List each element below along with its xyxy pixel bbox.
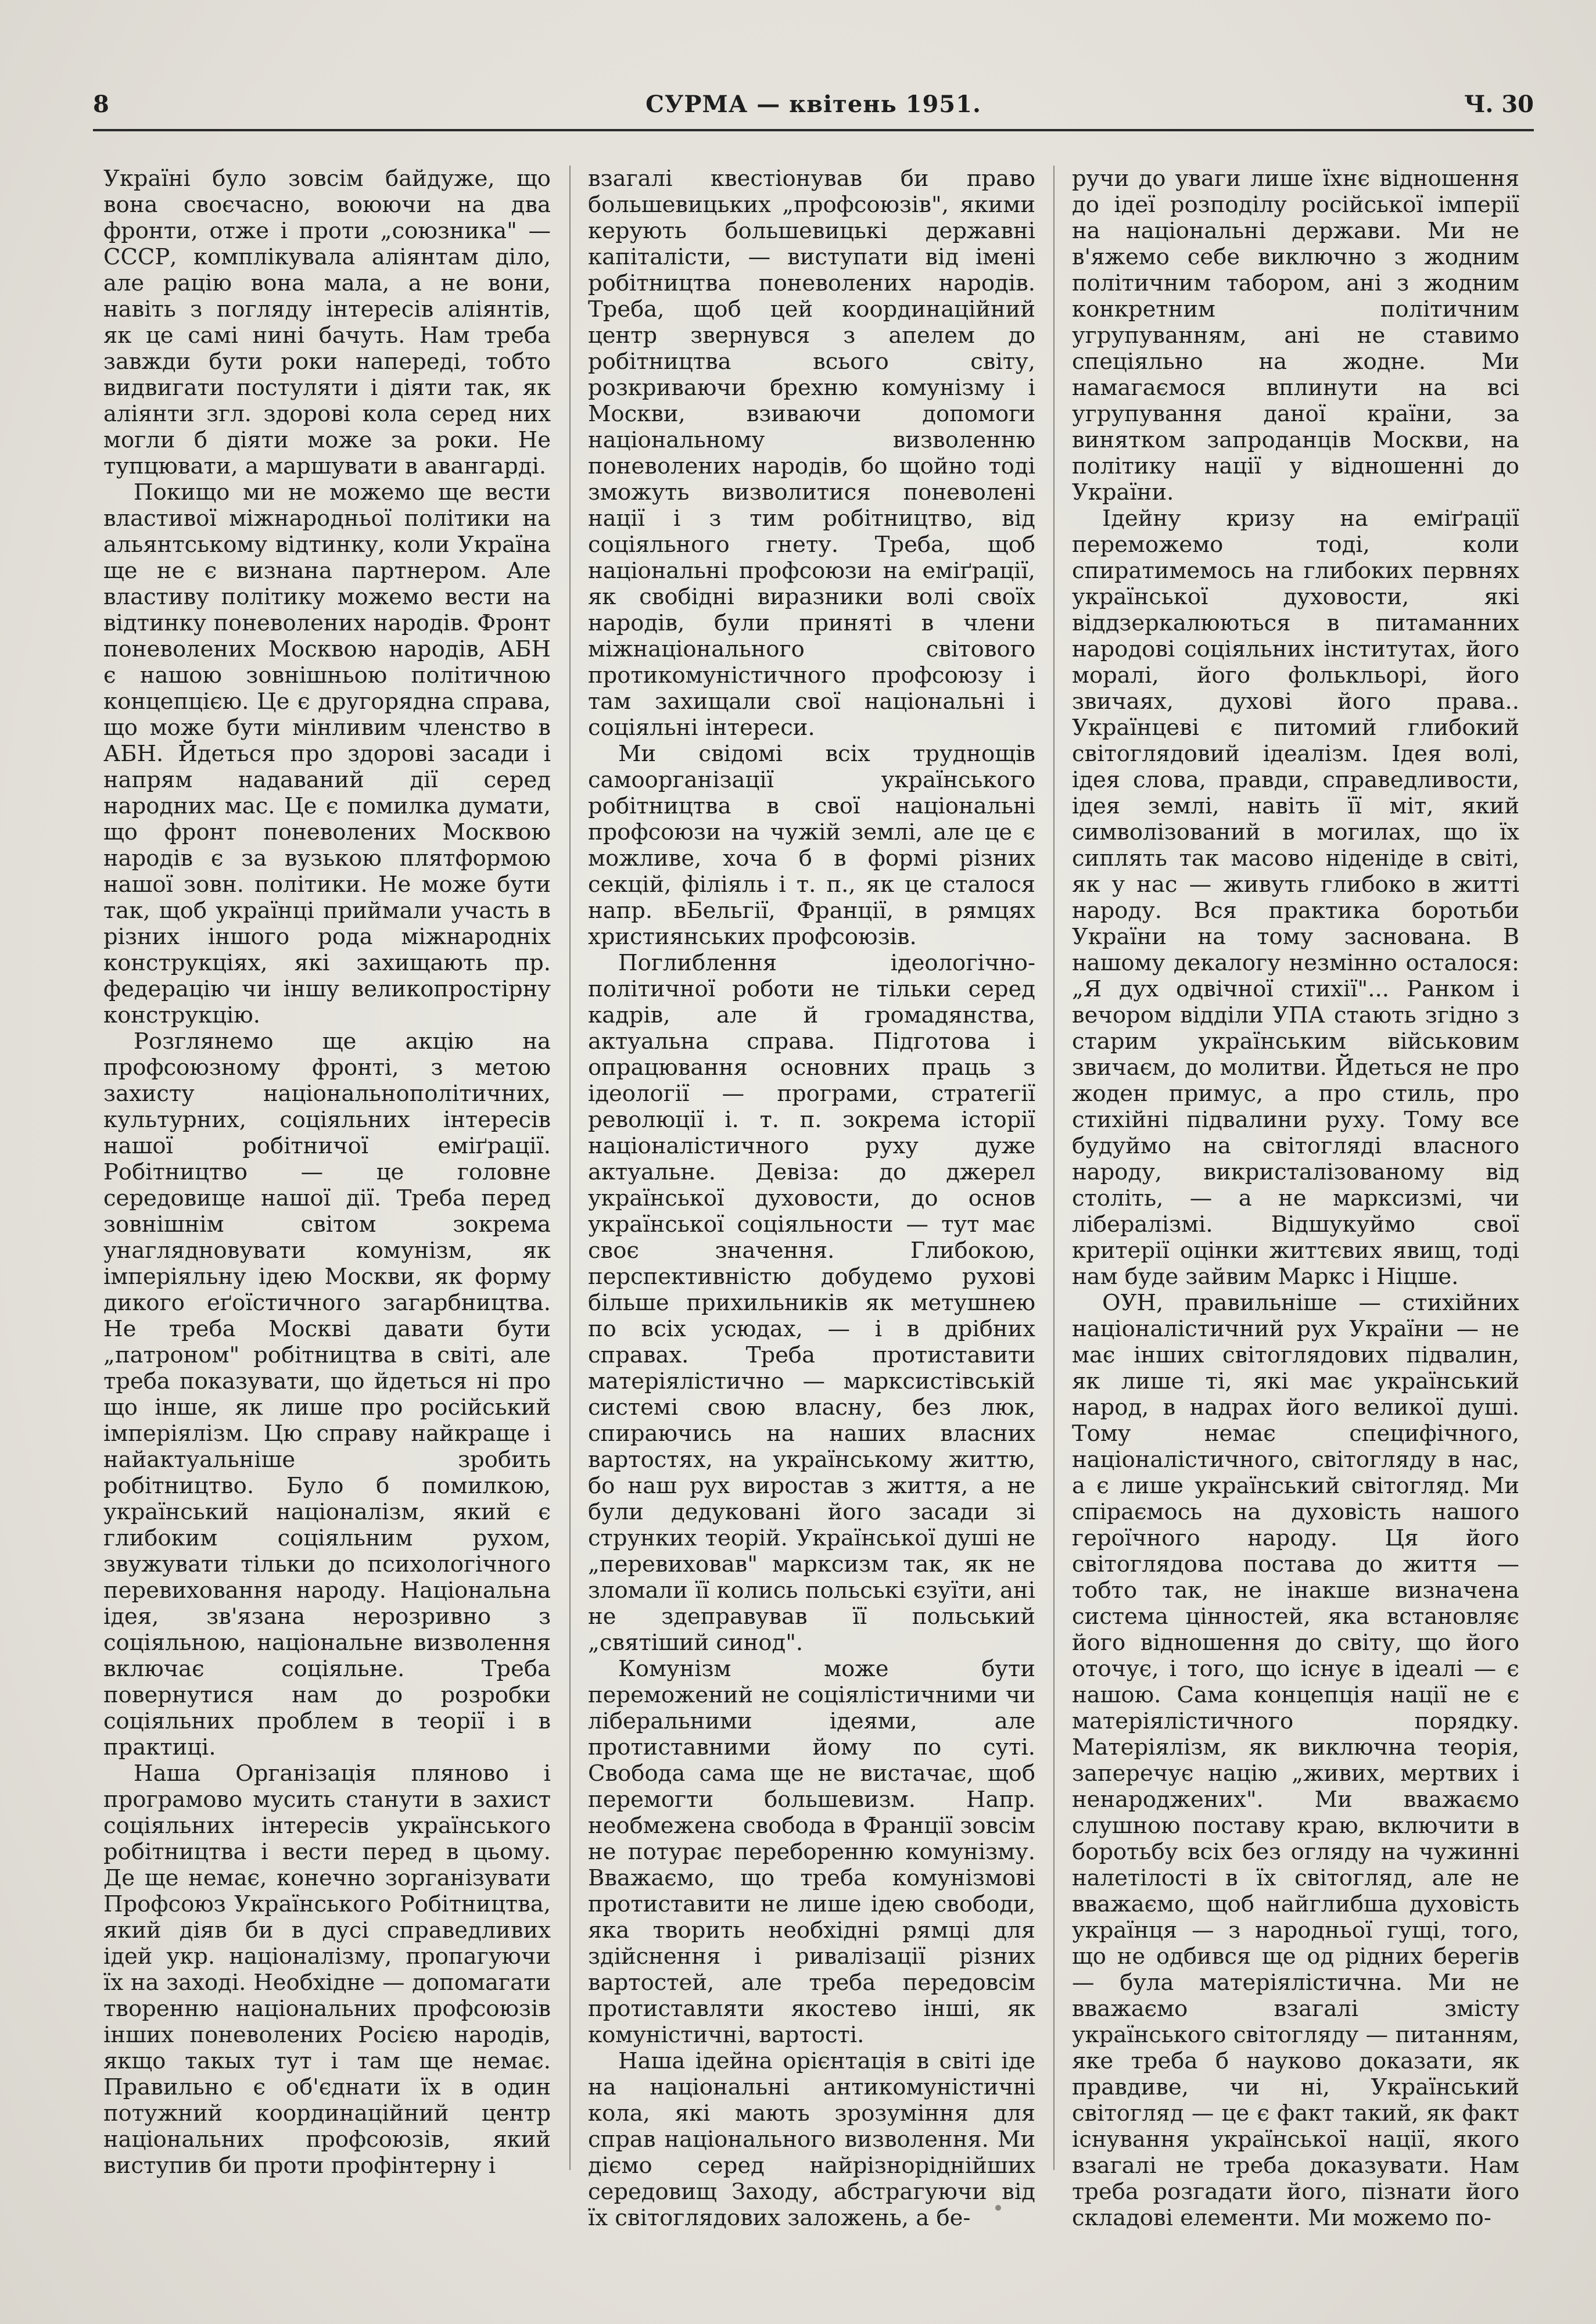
text-column-middle [588,166,1035,2231]
paragraph: Наша ідейна орієнтація в світі іде на національні антикомуністичні кола, які мають зрозуміння для справ національного визволення. Ми діємо серед найрізноріднійших середовищ Заходу, абстрагуючи від їх світоглядових заложень, а бе- [588,2048,1035,2231]
text-column-right [1072,166,1519,2231]
paragraph: Україні було зовсім байдуже, що вона своєчасно, воюючи на два фронти, отже і проти „союзника" — СССР, комплікувала аліянтам діло, але рацію вона мала, а не вони, навіть з погляду інтересів аліянтів, як це самі нині бачуть. Нам треба завжди бути роки напереді, тобто видвигати постуляти і діяти так, як аліянти згл. здорові кола серед них могли б діяти може за роки. Не тупцювати, а маршувати в авангарді. [103,166,551,479]
issue-number: Ч. 30 [1464,91,1534,118]
page-number: 8 [93,91,109,118]
paragraph: ручи до уваги лише їхнє відношення до ідеї розподілу російської імперії на національні держави. Ми не в'яжемо себе виключно з жодним політичним табором, ані з жодним конкретним політичним угрупуванням, ані не ставимо спеціяльно на жодне. Ми намагаємося вплинути на всі угрупування даної країни, за винятком запроданців Москви, на політику нації у відношенні до України. [1072,166,1519,505]
page-header [93,87,1534,122]
header-rule [93,129,1534,131]
paragraph: взагалі квестіонував би право большевицьких „профсоюзів", якими керують большевицькі державні капіталісти, — виступати від імені робітництва поневолених народів. Треба, щоб цей координаційний центр звернувся з апелем до робітництва всього світу, розкриваючи брехню комунізму і Москви, взиваючи допомоги національному визволенню поневолених народів, бо щойно тоді зможуть визволитися поневолені нації і з тим робітництво, від соціяльного гнету. Треба, щоб національні профсоюзи на еміґрації, як свобідні виразники волі своїх народів, були приняті в члени міжнаціонального світового протикомуністичного профсоюзу і там захищали свої національні і соціяльні інтереси. [588,166,1035,741]
paragraph: Наша Організація пляново і програмово мусить станути в захист соціяльних інтересів українського робітництва і вести перед в цьому. Де ще немає, конечно зорганізувати Профсоюз Українського Робітництва, який діяв би в дусі справедливих ідей укр. націоналізму, пропагуючи їх на заході. Необхідне — допомагати творенню національних профсоюзів інших поневолених Росією народів, якщо такых тут і там ще немає. Правильно є об'єднати їх в один потужний координаційний центр національних профсоюзів, який виступив би проти профінтерну і [103,1760,551,2179]
paragraph: Ідейну кризу на еміґрації переможемо тоді, коли спиратимемось на глибоких первнях української духовости, які віддзеркалюються в питаманних народові соціяльних інститутах, його моралі, його фолькльорі, його звичаях, духові його права.. Українцеві є питомий глибокий світоглядовий ідеалізм. Ідея волі, ідея слова, правди, справедливости, ідея землі, навіть її міт, який символізований в могилах, що їх сиплять так масово ніденіде в світі, як у нас — живуть глибоко в житті народу. Вся практика боротьби України на тому заснована. В нашому декалогу незмінно осталося: „Я дух одвічної стихії"... Ранком і вечором відділи УПА стають згідно з старим українським військовим звичаєм, до молитви. Йдеться не про жоден примус, а про стиль, про стихійні підвалини руху. Тому все будуймо на світогляді власного народу, викристалізованому від століть, — а не марксизмі, чи лібералізмі. Відшукуймо свої критерії оцінки життєвих явищ, тоді нам буде зайвим Маркс і Ніцше. [1072,505,1519,1290]
paragraph: Розглянемо ще акцію на профсоюзному фронті, з метою захисту національнополітичних, культурних, соціяльних інтересів нашої робітничої еміґрації. Робітництво — це головне середовище нашої дії. Треба перед зовнішнім світом зокрема унаглядновувати комунізм, як імперіяльну ідею Москви, як форму дикого еґоїстичного загарбництва. Не треба Москві давати бути „патроном" робітництва в світі, але треба показувати, що йдеться ні про що інше, як лише про російський імперіялізм. Цю справу найкраще і найактуальніше зробить робітництво. Було б помилкою, український націоналізм, який є глибоким соціяльним рухом, звужувати тільки до психологічного перевиховання народу. Національна ідея, зв'язана нерозривно з соціяльною, національне визволення включає соціяльне. Треба повернутися нам до розробки соціяльних проблем в теорії і в практиці. [103,1028,551,1760]
print-speck [995,2205,1001,2211]
paragraph: Покищо ми не можемо ще вести властивої міжнародньої політики на альянтському відтинку, коли Україна ще не є визнана партнером. Але властиву політику можемо вести на відтинку поневолених народів. Фронт поневолених Москвою народів, АБН є нашою зовнішньою політичною концепцією. Це є другорядна справа, що може бути мінливим членство в АБН. Йдеться про здорові засади і напрям надаваний дії серед народних мас. Це є помилка думати, що фронт поневолених Москвою народів є за вузькою плятформою нашої зовн. політики. Не може бути так, щоб українці приймали участь в різних іншого рода міжнародніх конструкціях, які захищають пр. федерацію чи іншу великопростірну конструкцію. [103,479,551,1028]
column-divider [569,166,571,2170]
column-divider [1053,166,1055,2170]
paragraph: Ми свідомі всіх труднощів самоорганізації українського робітництва в свої національні профсоюзи на чужій землі, але це є можливе, хоча б в формі різних секцій, філіяль і т. п., як це сталося напр. вБельгії, Франції, в рямцях християнських профсоюзів. [588,741,1035,950]
paragraph: Поглиблення ідеологічно-політичної роботи не тільки серед кадрів, але й громадянства, актуальна справа. Підготова і опрацювання основних праць з ідеології — програми, стратегії революції і. т. п. зокрема історії націоналістичного руху дуже актуальне. Девіза: до джерел української духовости, до основ української соціяльности — тут має своє значення. Глибокою, перспективністю добудемо рухові більше прихильників як метушнею по всіх усюдах, — і в дрібних справах. Треба протиставити матеріялістично — марксистівській системі свою власну, без люк, спираючись на наших власних вартостях, на українському життю, бо наш рух виростав з життя, а не були дедуковані його засади зі струнких теорій. Української душі не „перевиховав" марксизм так, як не зломали її колись польські єзуїти, ані не здеправував її польський „святіший синод". [588,950,1035,1656]
header-title: СУРМА — квітень 1951. [645,91,981,118]
paragraph: ОУН, правильніше — стихійних націоналістичний рух України — не має інших світоглядових підвалин, як лише ті, які має український народ, в надрах його великої душі. Тому немає специфічного, націоналістичного, світогляду в нас, а є лише український світогляд. Ми спіраємось на духовість нашого героїчного народу. Ця його світоглядова постава до життя — тобто так, не інакше визначена система цінностей, яка встановляє його відношення до світу, що його оточує, і того, що існує в ідеалі — є нашою. Сама концепція нації не є матеріялістичного порядку. Матеріялізм, як виключна теорія, заперечує націю „живих, мертвих і ненароджених". Ми вважаємо слушною поставу краю, включити в боротьбу всіх без огляду на чужинні налетілості в їх світогляд, але не вважаємо, щоб найглибша духовість українця — з народньої гущі, того, що не одбився ще од рідних берегів — була матеріялістична. Ми не вважаємо взагалі змісту українського світогляду — питанням, яке треба б науково доказати, як правдиве, чи ні, Український світогляд — це є факт такий, як факт існування української нації, якого взагалі не треба доказувати. Нам треба розгадати його, пізнати його складові елементи. Ми можемо по- [1072,1290,1519,2231]
paragraph: Комунізм може бути переможений не соціялістичними чи ліберальними ідеями, але протиставними йому по суті. Свобода сама ще не вистачає, щоб перемогти большевизм. Напр. необмежена свобода в Франції зовсім не потурає переборенню комунізму. Вважаємо, що треба комунізмові протиставити не лише ідею свободи, яка творить необхідні рямці для здійснення і ривалізації різних вартостей, але треба передовсім протиставляти якостево інші, як комуністичні, вартості. [588,1656,1035,2048]
text-column-left [103,166,551,2187]
